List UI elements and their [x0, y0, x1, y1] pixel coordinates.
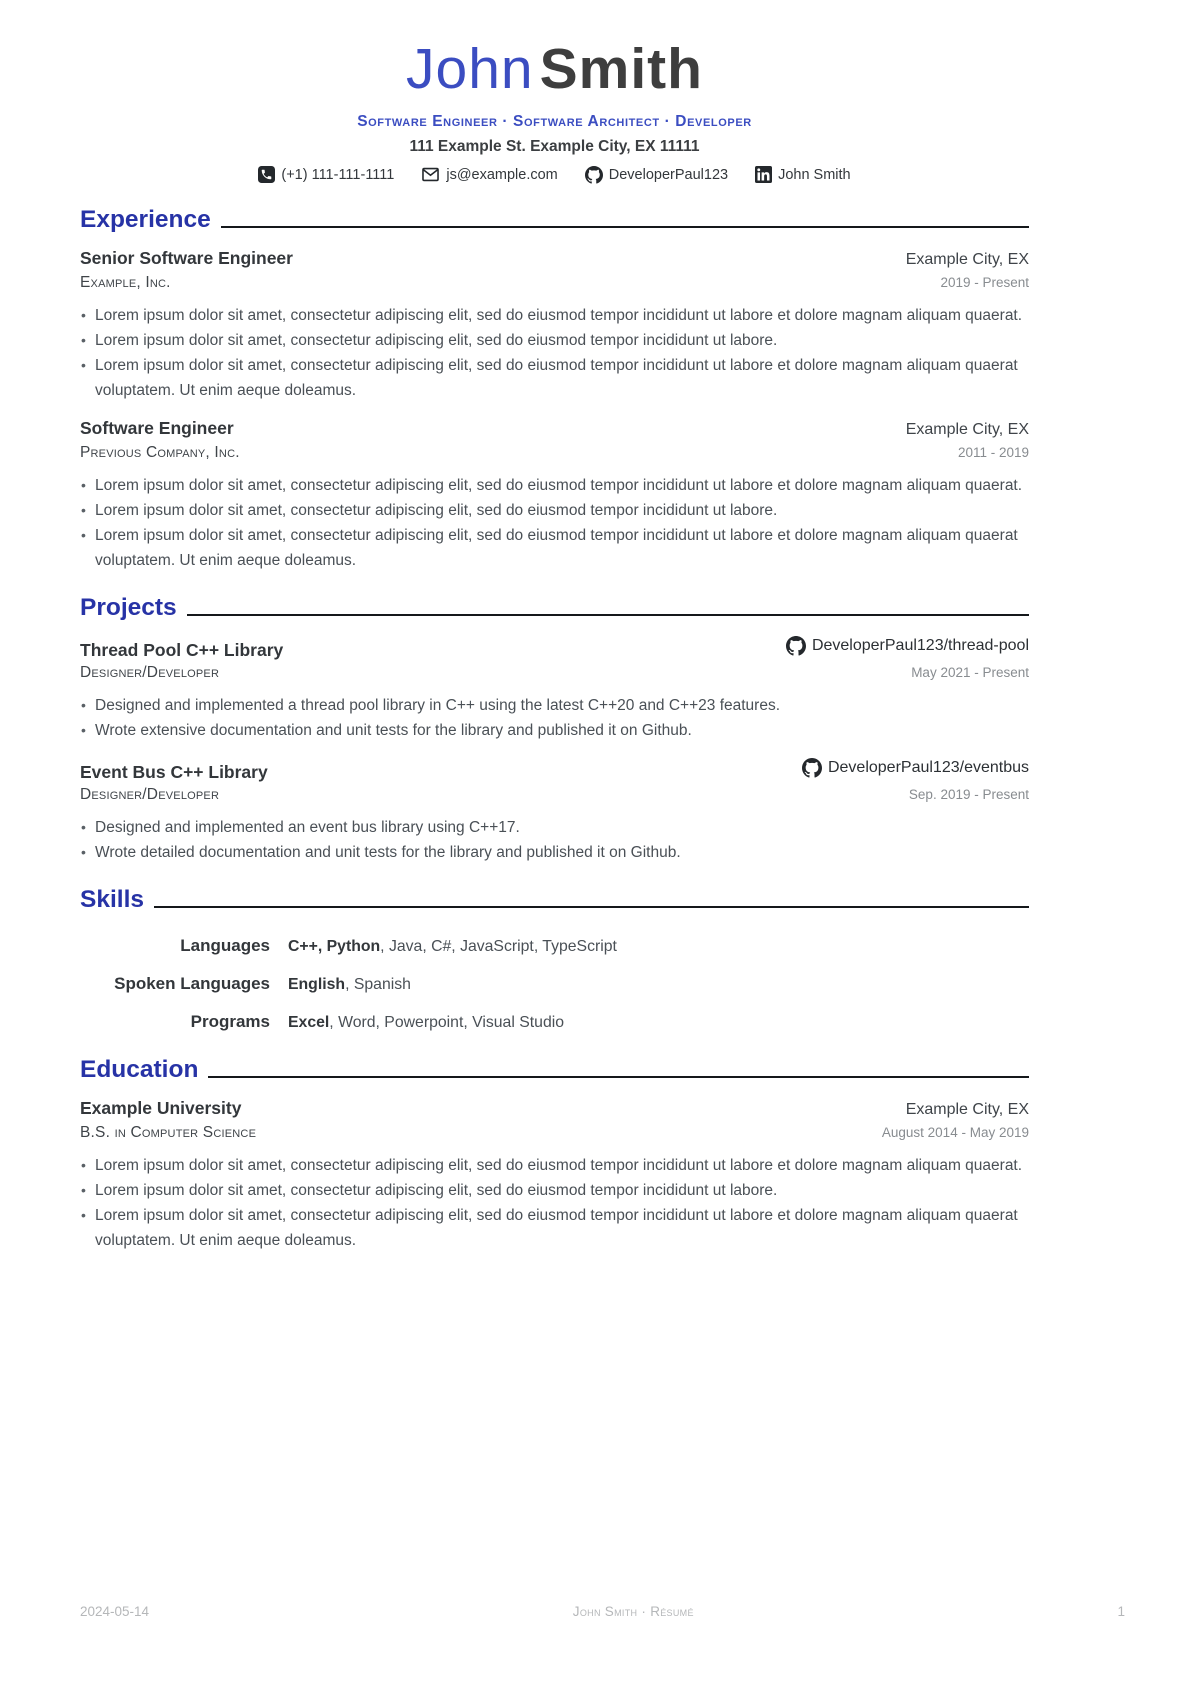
job-dates: 2011 - 2019: [957, 444, 1029, 460]
education-bullets: [80, 1153, 1029, 1253]
skill-label: Spoken Languages: [114, 973, 270, 993]
experience-entry: [80, 417, 1029, 573]
bullet-item: • Wrote detailed documentation and unit tests for the library and published it on Github.: [80, 840, 1029, 865]
bullet-item: • Lorem ipsum dolor sit amet, consectetur adipiscing elit, sed do eiusmod tempor incididunt ut labore et dolore magnam aliquam quaerat voluptatem. Ut enim aeque doleamus.: [80, 353, 1029, 403]
bullet-item: • Lorem ipsum dolor sit amet, consectetur adipiscing elit, sed do eiusmod tempor incididunt ut labore et dolore magnam aliquam quaerat voluptatem. Ut enim aeque doleamus.: [80, 1203, 1029, 1253]
skill-row: [80, 971, 1029, 997]
education-dates: August 2014 - May 2019: [881, 1124, 1029, 1140]
bullet-item: • Lorem ipsum dolor sit amet, consectetur adipiscing elit, sed do eiusmod tempor incididunt ut labore et dolore magnam aliquam quaerat voluptatem. Ut enim aeque doleamus.: [80, 523, 1029, 573]
tagline: Software Engineer · Software Architect · Developer: [357, 112, 752, 130]
bullet-item: • Lorem ipsum dolor sit amet, consectetur adipiscing elit, sed do eiusmod tempor incididunt ut labore.: [80, 1178, 1029, 1203]
section-rule: [187, 614, 1029, 616]
email-link[interactable]: [421, 165, 557, 185]
skill-value: C++, Python, Java, C#, JavaScript, TypeScript: [288, 937, 617, 955]
section-rule: [221, 226, 1029, 228]
project-entry: [80, 757, 1029, 865]
skill-row: [80, 1009, 1029, 1035]
job-title: Software Engineer: [80, 417, 234, 438]
contact-row: [80, 165, 1029, 185]
first-name: John: [406, 37, 534, 101]
section-experience: [80, 205, 1029, 573]
school-location: Example City, EX: [905, 1100, 1029, 1118]
section-rule: [154, 906, 1029, 908]
email-address: js@example.com: [446, 166, 558, 183]
bullet-item: • Lorem ipsum dolor sit amet, consectetur adipiscing elit, sed do eiusmod tempor incididunt ut labore et dolore magnam aliquam quaerat.: [80, 473, 1029, 498]
bullet-item: • Lorem ipsum dolor sit amet, consectetur adipiscing elit, sed do eiusmod tempor incididunt ut labore.: [80, 328, 1029, 353]
section-title: Projects: [80, 593, 177, 621]
bullet-item: • Lorem ipsum dolor sit amet, consectetur adipiscing elit, sed do eiusmod tempor incididunt ut labore.: [80, 498, 1029, 523]
project-bullets: [80, 815, 1029, 865]
degree-name: B.S. in Computer Science: [80, 1123, 257, 1141]
project-role: Designer/Developer: [80, 663, 220, 681]
phone-number: (+1) 111-111-1111: [281, 166, 395, 183]
repo-name: DeveloperPaul123/thread-pool: [811, 636, 1029, 654]
last-name: Smith: [539, 37, 703, 101]
bullet-item: • Lorem ipsum dolor sit amet, consectetur adipiscing elit, sed do eiusmod tempor incididunt ut labore et dolore magnam aliquam quaerat.: [80, 303, 1029, 328]
skill-row: [80, 933, 1029, 959]
github-icon: [786, 636, 806, 656]
email-icon: [421, 165, 440, 184]
project-title: Event Bus C++ Library: [80, 761, 268, 782]
project-repo-link[interactable]: [786, 635, 1029, 657]
section-heading: [80, 593, 1029, 623]
skill-label: Languages: [180, 935, 270, 955]
section-skills: [80, 885, 1029, 1035]
bullet-item: • Wrote extensive documentation and unit tests for the library and published it on Github.: [80, 718, 1029, 743]
bullet-item: • Lorem ipsum dolor sit amet, consectetur adipiscing elit, sed do eiusmod tempor incididunt ut labore et dolore magnam aliquam quaerat.: [80, 1153, 1029, 1178]
page-title: [80, 37, 1029, 101]
section-heading: [80, 885, 1029, 915]
footer-title: John Smith · Résumé: [572, 1604, 694, 1619]
footer-page-number: 1: [1117, 1604, 1125, 1619]
job-location: Example City, EX: [905, 420, 1029, 438]
linkedin-link[interactable]: [755, 165, 851, 185]
github-username: DeveloperPaul123: [608, 166, 729, 183]
section-projects: [80, 593, 1029, 865]
section-title: Experience: [80, 205, 211, 233]
page-footer: [80, 1604, 1125, 1619]
job-dates: 2019 - Present: [940, 274, 1029, 290]
footer-date: 2024-05-14: [80, 1604, 150, 1619]
experience-entry: [80, 247, 1029, 403]
linkedin-name: John Smith: [778, 166, 851, 183]
github-icon: [802, 758, 822, 778]
bullet-item: • Designed and implemented a thread pool library in C++ using the latest C++20 and C++23 features.: [80, 693, 1029, 718]
project-role: Designer/Developer: [80, 785, 220, 803]
company-name: Example, Inc.: [80, 273, 171, 291]
section-heading: [80, 1055, 1029, 1085]
project-title: Thread Pool C++ Library: [80, 639, 284, 660]
project-repo-link[interactable]: [802, 757, 1029, 779]
address-line: 111 Example St. Example City, EX 11111: [409, 137, 700, 155]
phone-icon: [258, 166, 275, 183]
education-entry: [80, 1097, 1029, 1253]
section-heading: [80, 205, 1029, 235]
job-title: Senior Software Engineer: [80, 247, 293, 268]
linkedin-icon: [755, 166, 772, 183]
skill-value: English, Spanish: [288, 975, 411, 993]
section-title: Education: [80, 1055, 199, 1083]
repo-name: DeveloperPaul123/eventbus: [827, 758, 1029, 776]
job-location: Example City, EX: [905, 250, 1029, 268]
skill-value: Excel, Word, Powerpoint, Visual Studio: [288, 1013, 565, 1031]
school-name: Example University: [80, 1097, 242, 1118]
project-dates: Sep. 2019 - Present: [908, 786, 1029, 802]
project-bullets: [80, 693, 1029, 743]
skill-label: Programs: [190, 1011, 270, 1031]
project-dates: May 2021 - Present: [911, 664, 1029, 680]
github-icon: [585, 166, 603, 184]
phone-link[interactable]: [258, 165, 394, 185]
github-link[interactable]: [585, 165, 728, 185]
section-title: Skills: [80, 885, 145, 913]
job-bullets: [80, 303, 1029, 403]
section-education: [80, 1055, 1029, 1253]
company-name: Previous Company, Inc.: [80, 443, 240, 461]
resume-header: [80, 0, 1029, 185]
project-entry: [80, 635, 1029, 743]
bullet-item: • Designed and implemented an event bus library using C++17.: [80, 815, 1029, 840]
section-rule: [208, 1076, 1029, 1078]
job-bullets: [80, 473, 1029, 573]
